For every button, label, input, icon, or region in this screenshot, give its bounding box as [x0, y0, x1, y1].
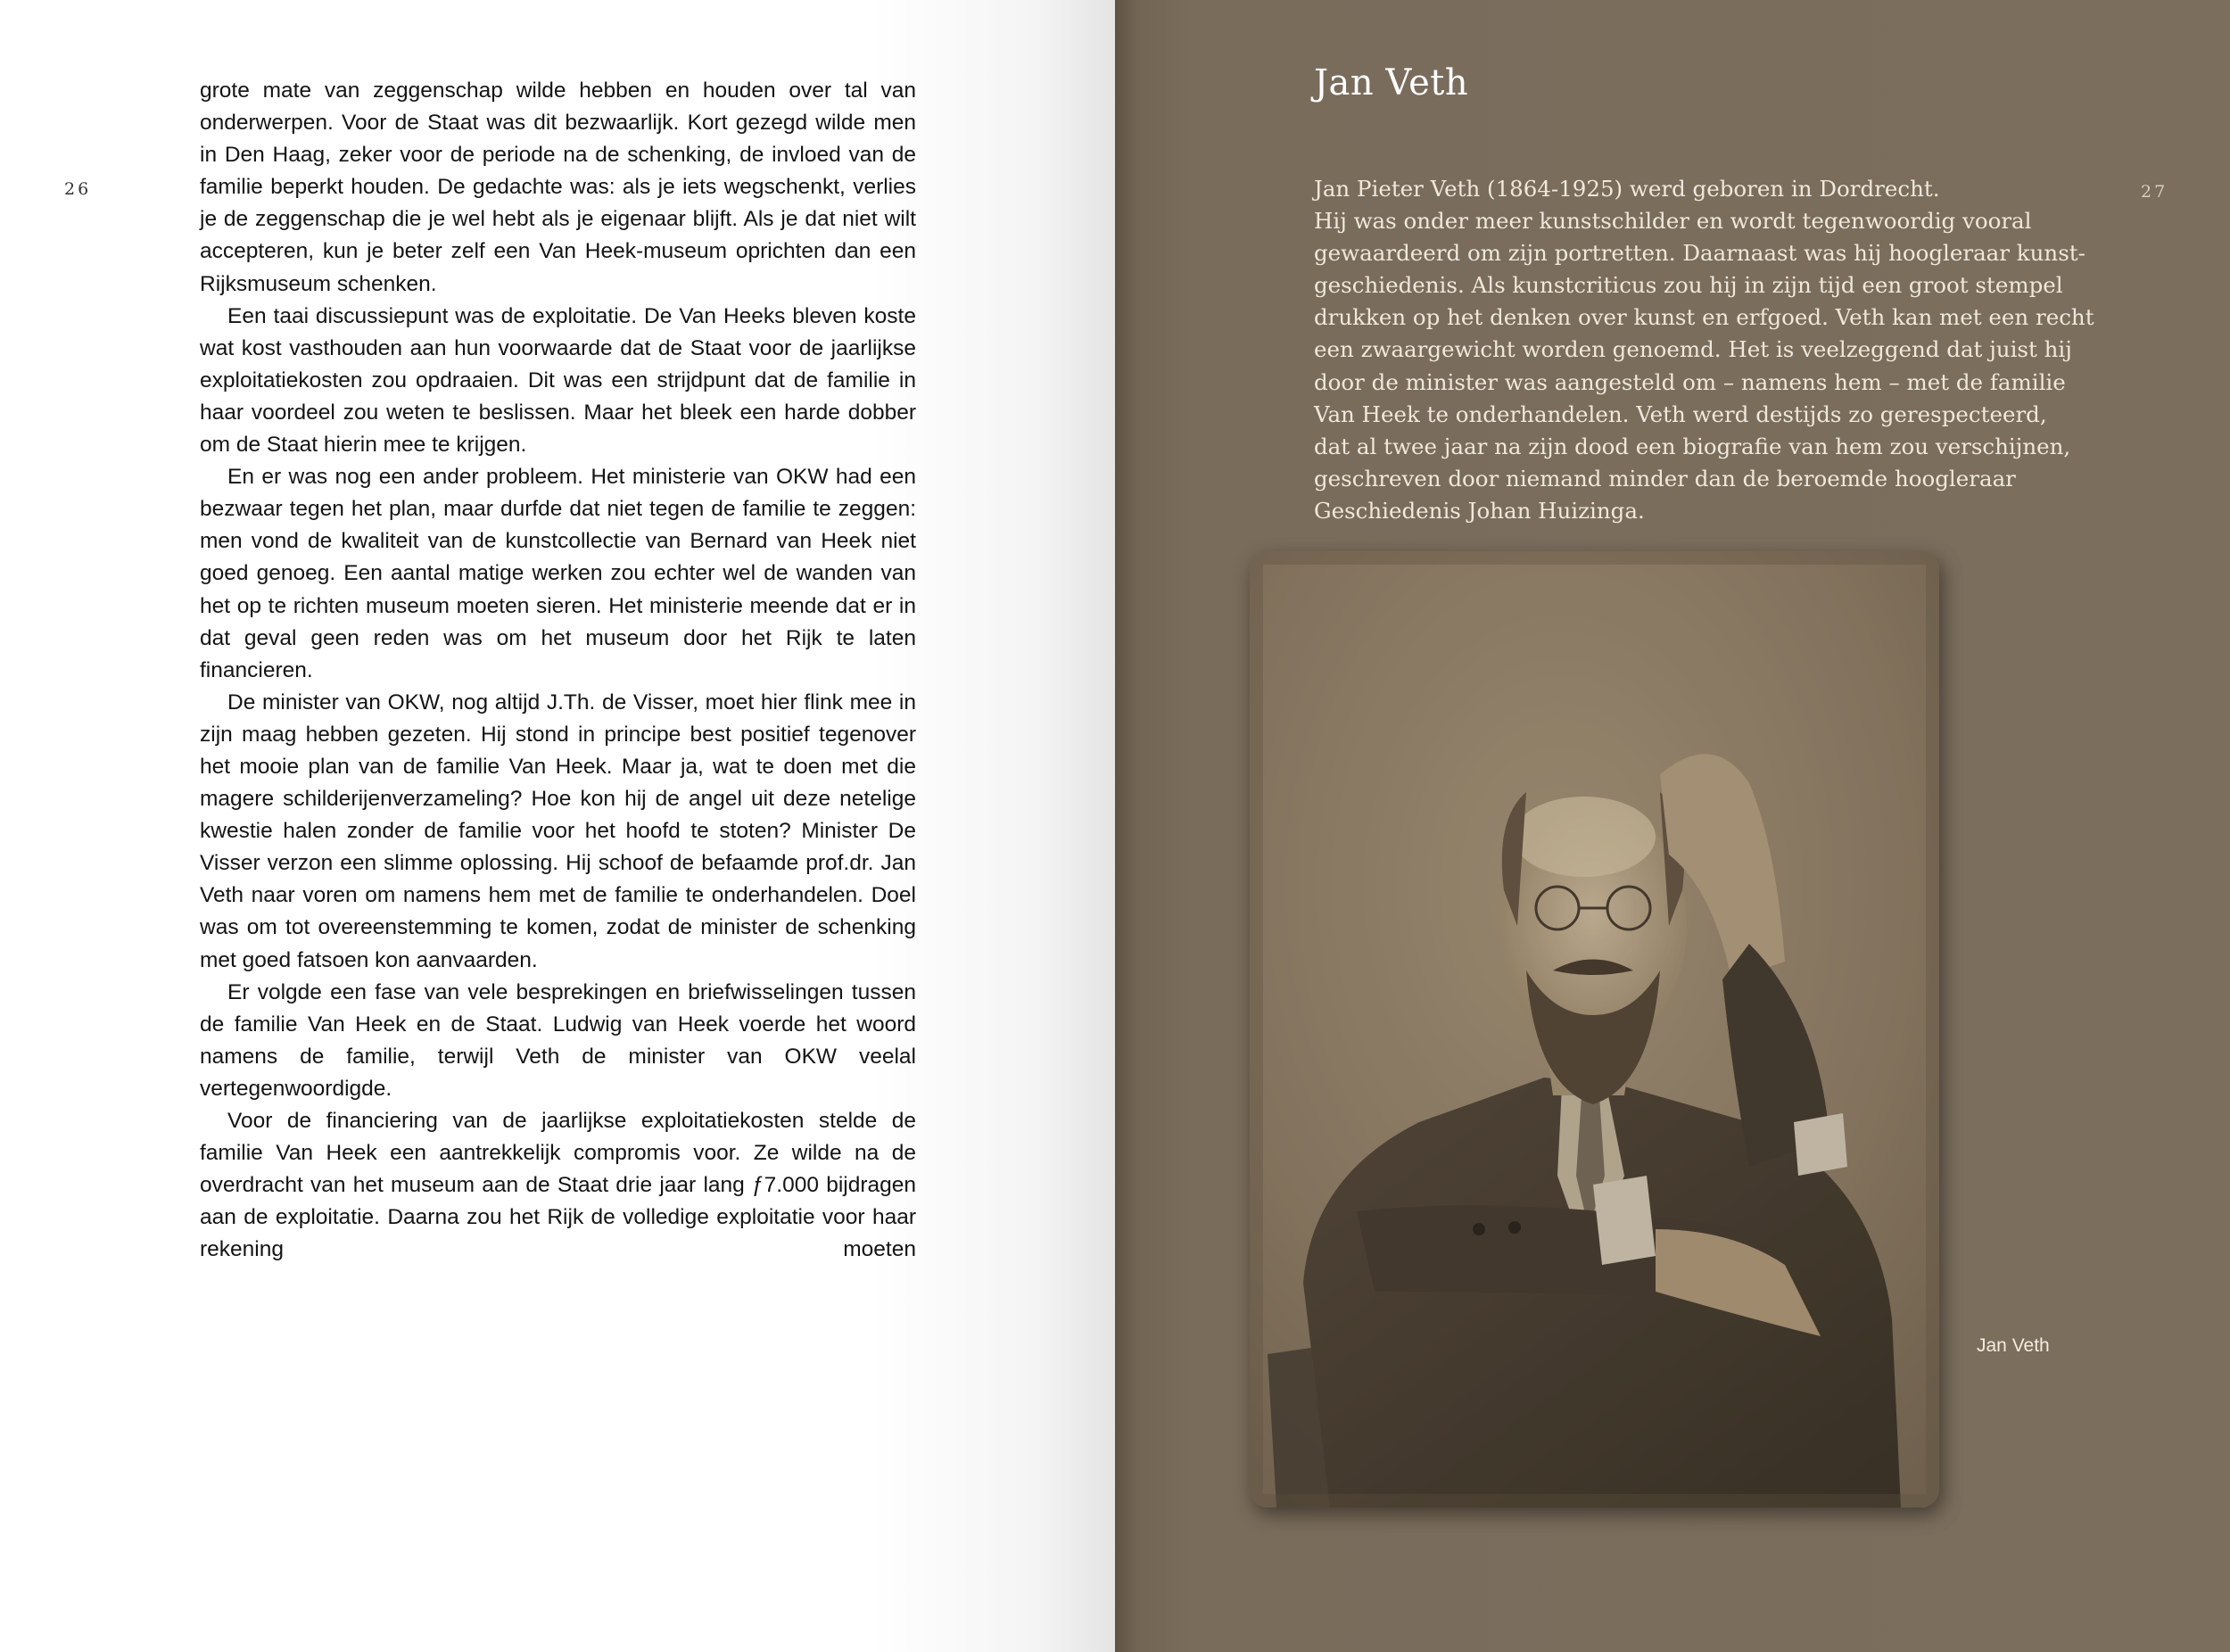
- sidebar-line: Jan Pieter Veth (1864-1925) werd geboren in Dordrecht.: [1314, 176, 1940, 202]
- sidebar-line: gewaardeerd om zijn portretten. Daarnaast was hij hoogleraar kunst-: [1314, 240, 2085, 267]
- sidebar-line: geschreven door niemand minder dan de beroemde hoogleraar: [1314, 465, 2016, 491]
- paragraph: Een taai discussiepunt was de exploitatie. De Van Heeks bleven koste wat kost vasthouden aan hun voorwaarde dat de Staat voor de jaarlijkse exploitatiekosten zou opdraaien. Dit was een strijdpunt dat de familie in haar voordeel zou weten te beslissen. Maar het bleek een harde dobber om de Staat hierin mee te krijgen.: [200, 303, 916, 458]
- sidebar-line: een zwaargewicht worden genoemd. Het is veelzeggend dat juist hij: [1314, 336, 2072, 363]
- sidebar-line: Van Heek te onderhandelen. Veth werd destijds zo gerespecteerd,: [1314, 401, 2047, 427]
- sidebar-line: dat al twee jaar na zijn dood een biografie van hem zou verschijnen,: [1314, 433, 2071, 459]
- photo-caption: Jan Veth: [1977, 1335, 2050, 1356]
- sidebar-text: [1314, 173, 2094, 527]
- body-text: [200, 75, 916, 1266]
- sidebar-title: Jan Veth: [1314, 62, 1469, 103]
- page-number-left: 26: [64, 179, 92, 199]
- portrait-photo: [1250, 551, 1939, 1507]
- sidebar-line: door de minister was aangesteld om – namens hem – met de familie: [1314, 368, 2066, 395]
- paragraph: Er volgde een fase van vele besprekingen en briefwisselingen tussen de familie Van Heek en de Staat. Ludwig van Heek voerde het woord namens de familie, terwijl Veth de minister van OKW veelal vertegenwoordigde.: [200, 979, 916, 1101]
- paragraph: grote mate van zeggenschap wilde hebben en houden over tal van onderwerpen. Voor de Staat was dit bezwaarlijk. Kort gezegd wilde men in Den Haag, zeker voor de periode na de schenking, de invloed van de familie beperkt houden. De gedachte was: als je iets wegschenkt, verlies je de zeggenschap die je wel hebt als je eigenaar blijft. Als je dat niet wilt accepteren, kun je beter zelf een Van Heek-museum oprichten dan een Rijksmuseum schenken.: [200, 78, 916, 296]
- paragraph: Voor de financiering van de jaarlijkse exploitatiekosten stelde de familie Van Heek een aantrekkelijk compromis voor. Ze wilde na de overdracht van het museum aan de Staat drie jaar lang ƒ7.000 bijdragen aan de exploitatie. Daarna zou het Rijk de volledige exploitatie voor haar rekening moeten: [200, 1109, 916, 1262]
- paragraph: De minister van OKW, nog altijd J.Th. de Visser, moet hier flink mee in zijn maag hebben gezeten. Hij stond in principe best positief tegenover het mooie plan van de familie Van Heek. Maar ja, wat te doen met die magere schilderijenverzameling? Hoe kon hij de angel uit deze netelige kwestie halen zonder de familie voor het hoofd te stoten? Minister De Visser verzon een slimme oplossing. Hij schoof de befaamde prof.dr. Jan Veth naar voren om namens hem met de familie te onderhandelen. Doel was om tot overeenstemming te komen, zodat de minister de schenking met goed fatsoen kon aanvaarden.: [200, 690, 916, 972]
- paragraph: En er was nog een ander probleem. Het ministerie van OKW had een bezwaar tegen het plan, maar durfde dat niet tegen de familie te zeggen: men vond de kwaliteit van de kunstcollectie van Bernard van Heek niet goed genoeg. Een aantal matige werken zou echter wel de wanden van het op te richten museum moeten sieren. Het ministerie meende dat er in dat geval geen reden was om het museum door het Rijk te laten financieren.: [200, 465, 916, 682]
- page-number-right: 27: [2141, 182, 2168, 202]
- sidebar-line: drukken op het denken over kunst en erfgoed. Veth kan met een recht: [1314, 304, 2094, 331]
- sidebar-line: Geschiedenis Johan Huizinga.: [1314, 497, 1645, 524]
- sidebar-line: Hij was onder meer kunstschilder en wordt tegenwoordig vooral: [1314, 208, 2032, 235]
- sidebar-line: geschiedenis. Als kunstcriticus zou hij in zijn tijd een groot stempel: [1314, 272, 2063, 299]
